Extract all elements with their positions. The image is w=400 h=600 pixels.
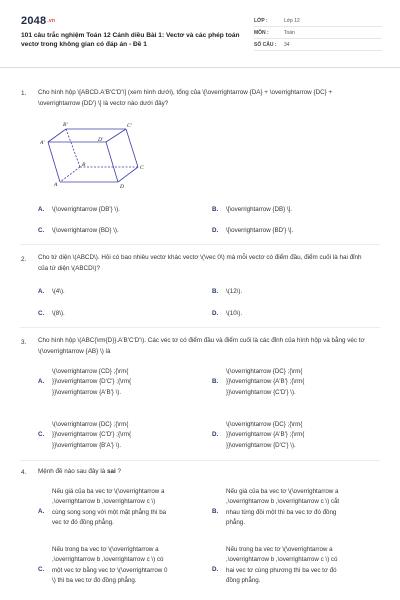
option-label: D. <box>212 227 219 234</box>
option-text: \[\overrightarrow {BD'} \]. <box>226 227 294 234</box>
option-label: C. <box>38 431 45 438</box>
option-label: C. <box>38 310 45 317</box>
vertex-label: B' <box>63 122 68 128</box>
option-text: \(\overrightarrow {BD} \). <box>52 227 119 234</box>
meta-key: LỚP : <box>254 17 268 24</box>
question-divider <box>20 460 380 461</box>
meta-row-class <box>254 15 382 27</box>
question-text: Cho hình hộp \(ABC{\rm{D}}.A'B'C'D'\). Các véc tơ có điểm đầu và điểm cuối là các đỉnh của hình hộp và bằng véc tơ \(\overrightarrow {AB} \) là <box>38 337 365 355</box>
option-text: \(\overrightarrow {DB'} \). <box>52 206 120 213</box>
hidden-edge-line <box>66 129 80 167</box>
option-label: C. <box>38 227 45 234</box>
meta-value: Lớp 12 <box>284 17 300 24</box>
meta-row-subject <box>254 27 382 39</box>
meta-key: MÔN : <box>254 29 269 36</box>
option-text: \(\overrightarrow {DC} ;{\rm{ }}\overrightarrow {A'B'} ;{\rm{ }}\overrightarrow {D'C'} \). <box>226 421 305 449</box>
edge-line <box>126 129 138 167</box>
meta-key: SỐ CÂU : <box>254 41 277 48</box>
option-text: Nếu giá của ba vec tơ \(\overrightarrow a ,\overrightarrow b ,\overrightarrow c \) cắt nhau từng đôi một thì ba vec tơ đó đồng phẳng. <box>226 488 340 526</box>
option-text: \(8\). <box>52 310 65 317</box>
meta-row-count <box>254 39 382 51</box>
question-divider <box>20 327 380 328</box>
option-label: B. <box>212 206 219 213</box>
question-number: 3. <box>21 339 27 346</box>
option-label: C. <box>38 566 45 573</box>
option-text: \(4\). <box>52 288 65 295</box>
edge-line <box>118 167 138 182</box>
page-header <box>0 0 400 62</box>
option-text: \(\overrightarrow {DC} ;{\rm{ }}\overrightarrow {A'B'} ;{\rm{ }}\overrightarrow {C'D'} \). <box>226 368 305 396</box>
option-label: B. <box>212 508 219 515</box>
vertex-label: C' <box>127 123 132 129</box>
question-number: 4. <box>21 469 27 476</box>
page-title: 101 câu trắc nghiệm Toán 12 Cánh diều Bài 1: Vectơ và các phép toán vectơ trong không gian có đáp án - Đề 1 <box>21 32 240 48</box>
question-number: 1. <box>21 90 27 97</box>
option-text: Nếu trong ba vec tơ \(\overrightarrow a ,\overrightarrow b ,\overrightarrow c \) có hai vec tơ cùng phương thì ba vec tơ đó đồng phẳng. <box>226 546 338 584</box>
hidden-edge-line <box>60 167 80 182</box>
edge-line <box>106 129 126 142</box>
vertex-label: A' <box>40 140 45 146</box>
option-text: \(\overrightarrow {CD} ;{\rm{ }}\overrightarrow {D'C'} ;{\rm{ }}\overrightarrow {A'B'} \). <box>52 368 132 396</box>
option-label: D. <box>212 310 219 317</box>
header-divider <box>0 67 400 68</box>
vertex-label: D <box>120 184 124 190</box>
edge-line <box>48 129 66 142</box>
option-label: D. <box>212 431 219 438</box>
meta-table <box>254 15 382 51</box>
question-text: Cho hình hộp \[ABCD.A'B'C'D'\] (xem hình dưới), tổng của \[\overrightarrow {DA} + \overrightarrow {DC} + \overrightarrow {DD'} \] là vectơ nào dưới đây? <box>38 89 333 107</box>
site-logo[interactable]: 2048.vn <box>21 15 56 27</box>
meta-value: 34 <box>284 41 290 48</box>
option-text: \(10\). <box>226 310 243 317</box>
vertex-label: D' <box>98 137 104 143</box>
option-text: Nếu giá của ba vec tơ \(\overrightarrow a ,\overrightarrow b ,\overrightarrow c \) cùng song song với một mặt phẳng thì ba vec tơ đó đồng phẳng. <box>52 488 167 526</box>
question-text: Mệnh đề nào sau đây là sai ? <box>38 468 121 475</box>
question-number: 2. <box>21 256 27 263</box>
option-label: A. <box>38 288 45 295</box>
edge-line <box>106 142 118 182</box>
option-text: Nếu trong ba vec tơ \(\overrightarrow a ,\overrightarrow b ,\overrightarrow c \) có một vec tơ bằng vec tơ \(\overrightarrow 0 \) thì ba vec tơ đó đồng phẳng. <box>52 546 168 584</box>
option-text: \(12\). <box>226 288 243 295</box>
option-label: A. <box>38 206 45 213</box>
option-text: \[\overrightarrow {DB} \]. <box>226 206 293 213</box>
option-text: \(\overrightarrow {DC} ;{\rm{ }}\overrightarrow {C'D'} ;{\rm{ }}\overrightarrow {B'A'} \). <box>52 421 132 449</box>
vertex-label: C <box>140 165 144 171</box>
option-label: B. <box>212 378 219 385</box>
vertex-label: B <box>82 162 86 168</box>
option-label: A. <box>38 378 45 385</box>
option-label: D. <box>212 566 219 573</box>
edge-line <box>48 142 60 182</box>
vertex-label: A <box>54 182 58 188</box>
option-label: A. <box>38 508 45 515</box>
parallelepiped-figure <box>38 120 158 192</box>
question-text: Cho tứ diện \(ABCD\). Hỏi có bao nhiêu vectơ khác vectơ \(\vec 0\) mà mỗi vectơ có điểm đầu, điểm cuối là hai đỉnh của tứ diện \(ABCD\)? <box>38 254 362 272</box>
meta-value: Toán <box>284 29 295 36</box>
question-divider <box>20 244 380 245</box>
option-label: B. <box>212 288 219 295</box>
